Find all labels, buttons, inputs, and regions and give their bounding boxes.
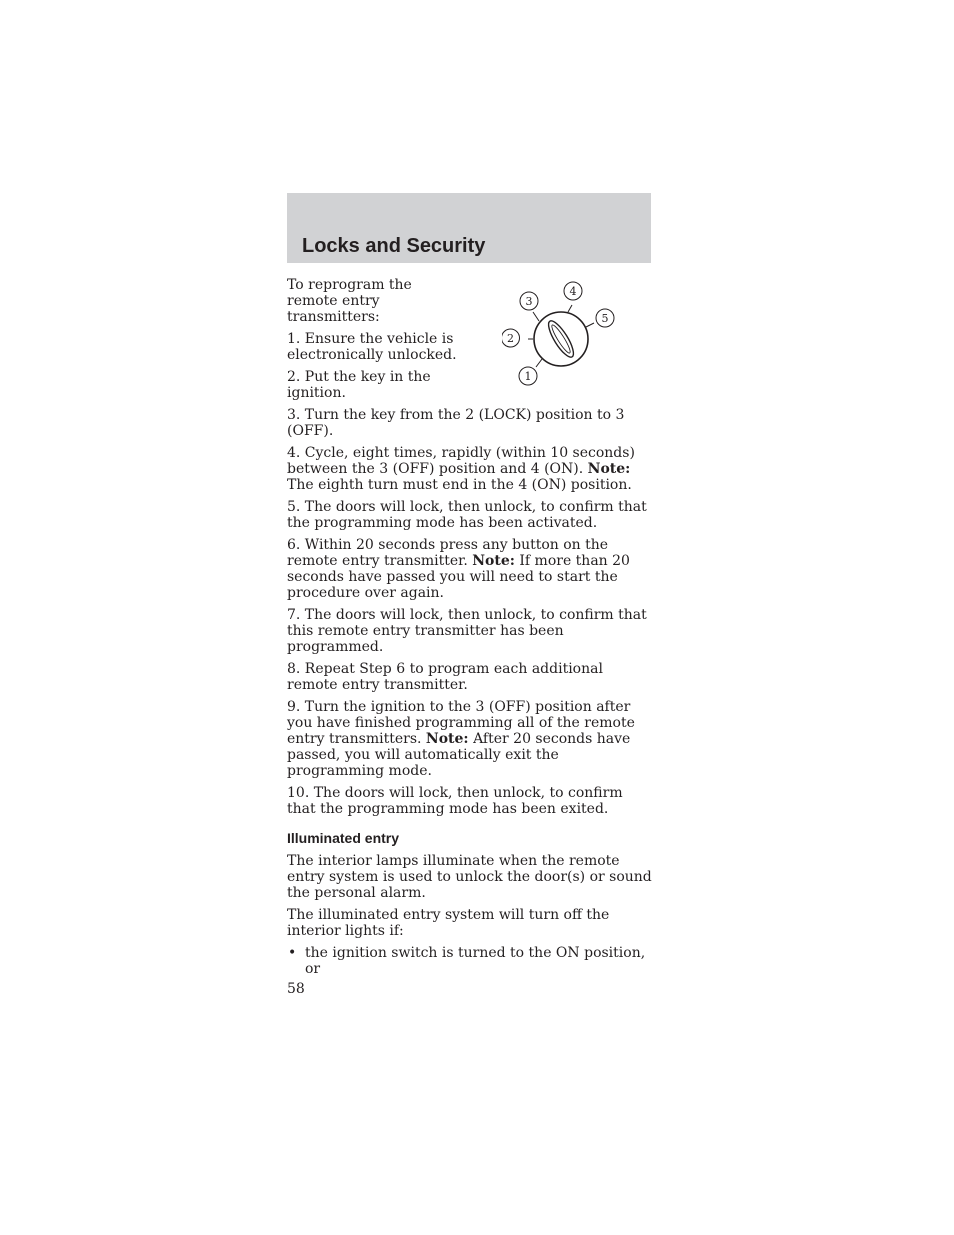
position-marker-3 xyxy=(520,292,538,310)
step-9 xyxy=(287,699,653,779)
position-label-5: 5 xyxy=(601,312,609,325)
page-content xyxy=(287,277,653,983)
step-10: 10. The doors will lock, then unlock, to confirm that the programming mode has been exited. xyxy=(287,785,623,817)
list-item-text: the ignition switch is turned to the ON position, or xyxy=(305,945,646,977)
position-label-4: 4 xyxy=(569,285,577,298)
step-6-note-text: If more than 20 seconds have passed you will need to start the procedure over again. xyxy=(287,553,630,601)
position-marker-5 xyxy=(596,309,614,327)
position-label-3: 3 xyxy=(525,295,533,308)
step-1: 1. Ensure the vehicle is electronically unlocked. xyxy=(287,331,457,363)
illuminated-entry-heading: Illuminated entry xyxy=(287,830,400,846)
ignition-position-diagram xyxy=(502,281,632,393)
step-7: 7. The doors will lock, then unlock, to confirm that this remote entry transmitter has been programmed. xyxy=(287,607,647,655)
intro-block xyxy=(287,277,477,401)
intro-paragraph: To reprogram the remote entry transmitters: xyxy=(287,277,412,325)
list-item xyxy=(287,945,653,977)
position-marker-1 xyxy=(519,367,537,385)
step-9-text: 9. Turn the ignition to the 3 (OFF) position after you have finished programming all of the remote entry transmitters. xyxy=(287,699,635,747)
ignition-lock-cylinder xyxy=(534,312,588,366)
bullet-icon: • xyxy=(288,945,297,961)
section-header-band xyxy=(287,193,651,263)
step-4-text: 4. Cycle, eight times, rapidly (within 10 seconds) between the 3 (OFF) position and 4 (ON). xyxy=(287,445,635,477)
step-8: 8. Repeat Step 6 to program each additional remote entry transmitter. xyxy=(287,661,603,693)
position-label-1: 1 xyxy=(524,370,532,383)
section-title: Locks and Security xyxy=(302,235,486,257)
position-marker-2 xyxy=(502,329,520,347)
step-4-note-label: Note: xyxy=(587,461,631,477)
step-6-note-label: Note: xyxy=(472,553,515,569)
position-label-2: 2 xyxy=(507,332,514,345)
illuminated-entry-paragraph-2: The illuminated entry system will turn off the interior lights if: xyxy=(287,907,610,939)
step-4 xyxy=(287,445,653,493)
step-4-note-text: The eighth turn must end in the 4 (ON) position. xyxy=(287,477,632,493)
position-marker-4 xyxy=(564,282,582,300)
step-5: 5. The doors will lock, then unlock, to confirm that the programming mode has been activated. xyxy=(287,499,647,531)
step-3: 3. Turn the key from the 2 (LOCK) position to 3 (OFF). xyxy=(287,407,625,439)
step-2: 2. Put the key in the ignition. xyxy=(287,369,431,401)
step-6 xyxy=(287,537,653,601)
page-number: 58 xyxy=(287,981,305,997)
step-6-text: 6. Within 20 seconds press any button on the remote entry transmitter. xyxy=(287,537,609,569)
illuminated-entry-paragraph-1: The interior lamps illuminate when the remote entry system is used to unlock the door(s) or sound the personal alarm. xyxy=(287,853,652,901)
step-9-note-text: After 20 seconds have passed, you will automatically exit the programming mode. xyxy=(287,731,631,779)
step-9-note-label: Note: xyxy=(425,731,469,747)
